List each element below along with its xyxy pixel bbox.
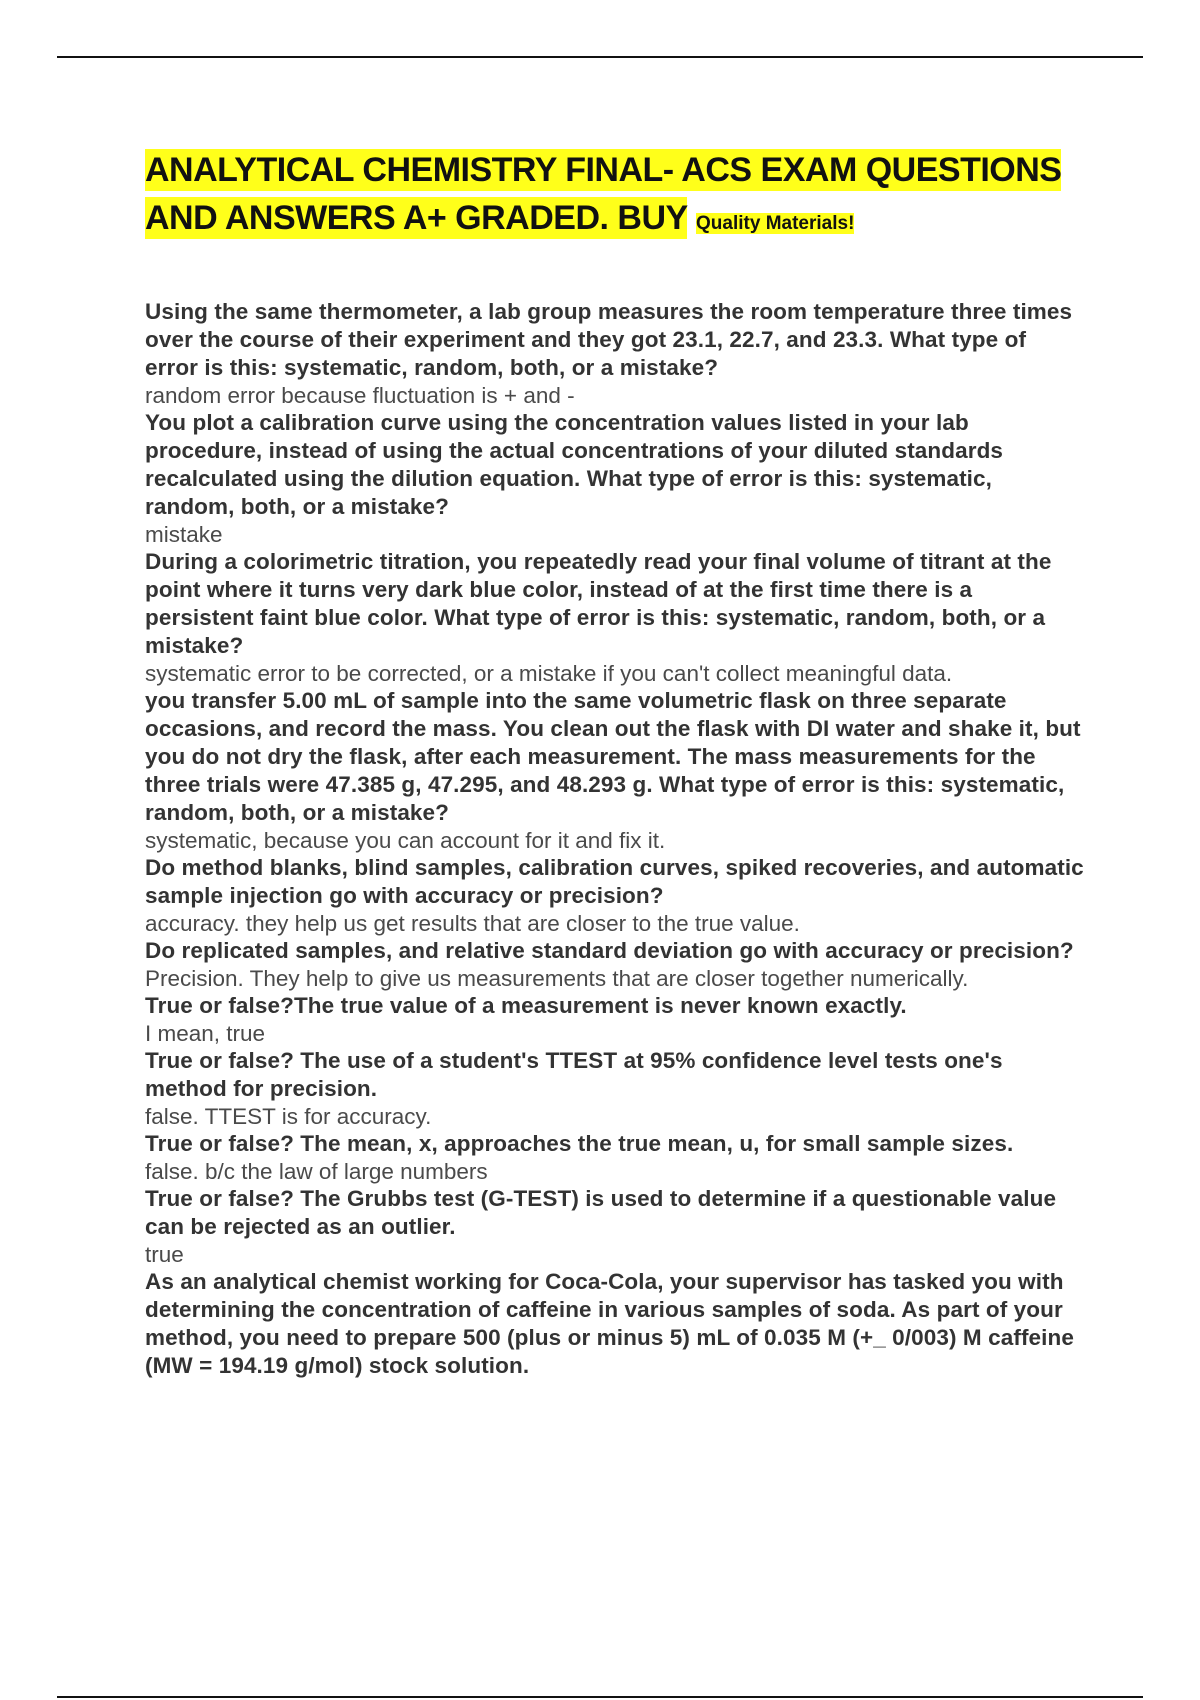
question-text: During a colorimetric titration, you repeatedly read your final volume of titrant at the point where it turns very dark blue color, instead of at the first time there is a persistent faint blue color. What type of error is this: systematic, random, both, or a mistake? [145, 549, 1052, 658]
qa-item [145, 992, 1085, 1047]
qa-item [145, 409, 1085, 548]
answer-text: mistake [145, 522, 223, 547]
answer-text: true [145, 1242, 184, 1267]
question-text: Do replicated samples, and relative standard deviation go with accuracy or precision? [145, 938, 1074, 963]
document-title [145, 146, 1085, 248]
top-divider [57, 56, 1143, 58]
qa-item [145, 1130, 1085, 1185]
answer-text: systematic error to be corrected, or a mistake if you can't collect meaningful data. [145, 661, 953, 686]
question-text: you transfer 5.00 mL of sample into the same volumetric flask on three separate occasions, and record the mass. You clean out the flask with DI water and shake it, but you do not dry the flask, after each measurement. The mass measurements for the three trials were 47.385 g, 47.295, and 48.293 g. What type of error is this: systematic, random, both, or a mistake? [145, 688, 1081, 825]
question-text: True or false? The mean, x, approaches the true mean, u, for small sample sizes. [145, 1131, 1014, 1156]
question-text: You plot a calibration curve using the concentration values listed in your lab procedure, instead of using the actual concentrations of your diluted standards recalculated using the dilution equation. What type of error is this: systematic, random, both, or a mistake? [145, 410, 1004, 519]
qa-item [145, 1185, 1085, 1268]
qa-item [145, 687, 1085, 854]
qa-item [145, 298, 1085, 409]
answer-text: systematic, because you can account for it and fix it. [145, 828, 666, 853]
qa-item [145, 937, 1085, 992]
title-tagline: Quality Materials! [696, 213, 855, 234]
answer-text: I mean, true [145, 1021, 266, 1046]
answer-text: false. TTEST is for accuracy. [145, 1104, 432, 1129]
qa-item [145, 854, 1085, 937]
question-text: As an analytical chemist working for Coca-Cola, your supervisor has tasked you with determining the concentration of caffeine in various samples of soda. As part of your method, you need to prepare 500 (plus or minus 5) mL of 0.035 M (+_ 0/003) M caffeine (MW = 194.19 g/mol) stock solution. [145, 1269, 1074, 1378]
answer-text: accuracy. they help us get results that are closer to the true value. [145, 911, 800, 936]
question-text: Using the same thermometer, a lab group measures the room temperature three times over the course of their experiment and they got 23.1, 22.7, and 23.3. What type of error is this: systematic, random, both, or a mistake? [145, 299, 1073, 380]
answer-text: Precision. They help to give us measurements that are closer together numerically. [145, 966, 969, 991]
title-main: ANALYTICAL CHEMISTRY FINAL- ACS EXAM QUESTIONS AND ANSWERS A+ GRADED. BUY [145, 151, 1062, 237]
question-text: True or false?The true value of a measurement is never known exactly. [145, 993, 907, 1018]
bottom-divider [57, 1696, 1143, 1698]
question-text: Do method blanks, blind samples, calibration curves, spiked recoveries, and automatic sample injection go with accuracy or precision? [145, 855, 1084, 908]
qa-item [145, 1047, 1085, 1130]
question-text: True or false? The use of a student's TTEST at 95% confidence level tests one's method for precision. [145, 1048, 1003, 1101]
question-text: True or false? The Grubbs test (G-TEST) is used to determine if a questionable value can be rejected as an outlier. [145, 1186, 1057, 1239]
answer-text: false. b/c the law of large numbers [145, 1159, 488, 1184]
answer-text: random error because fluctuation is + and - [145, 383, 575, 408]
qa-item [145, 548, 1085, 687]
qa-list [145, 298, 1085, 1380]
qa-item [145, 1268, 1085, 1380]
